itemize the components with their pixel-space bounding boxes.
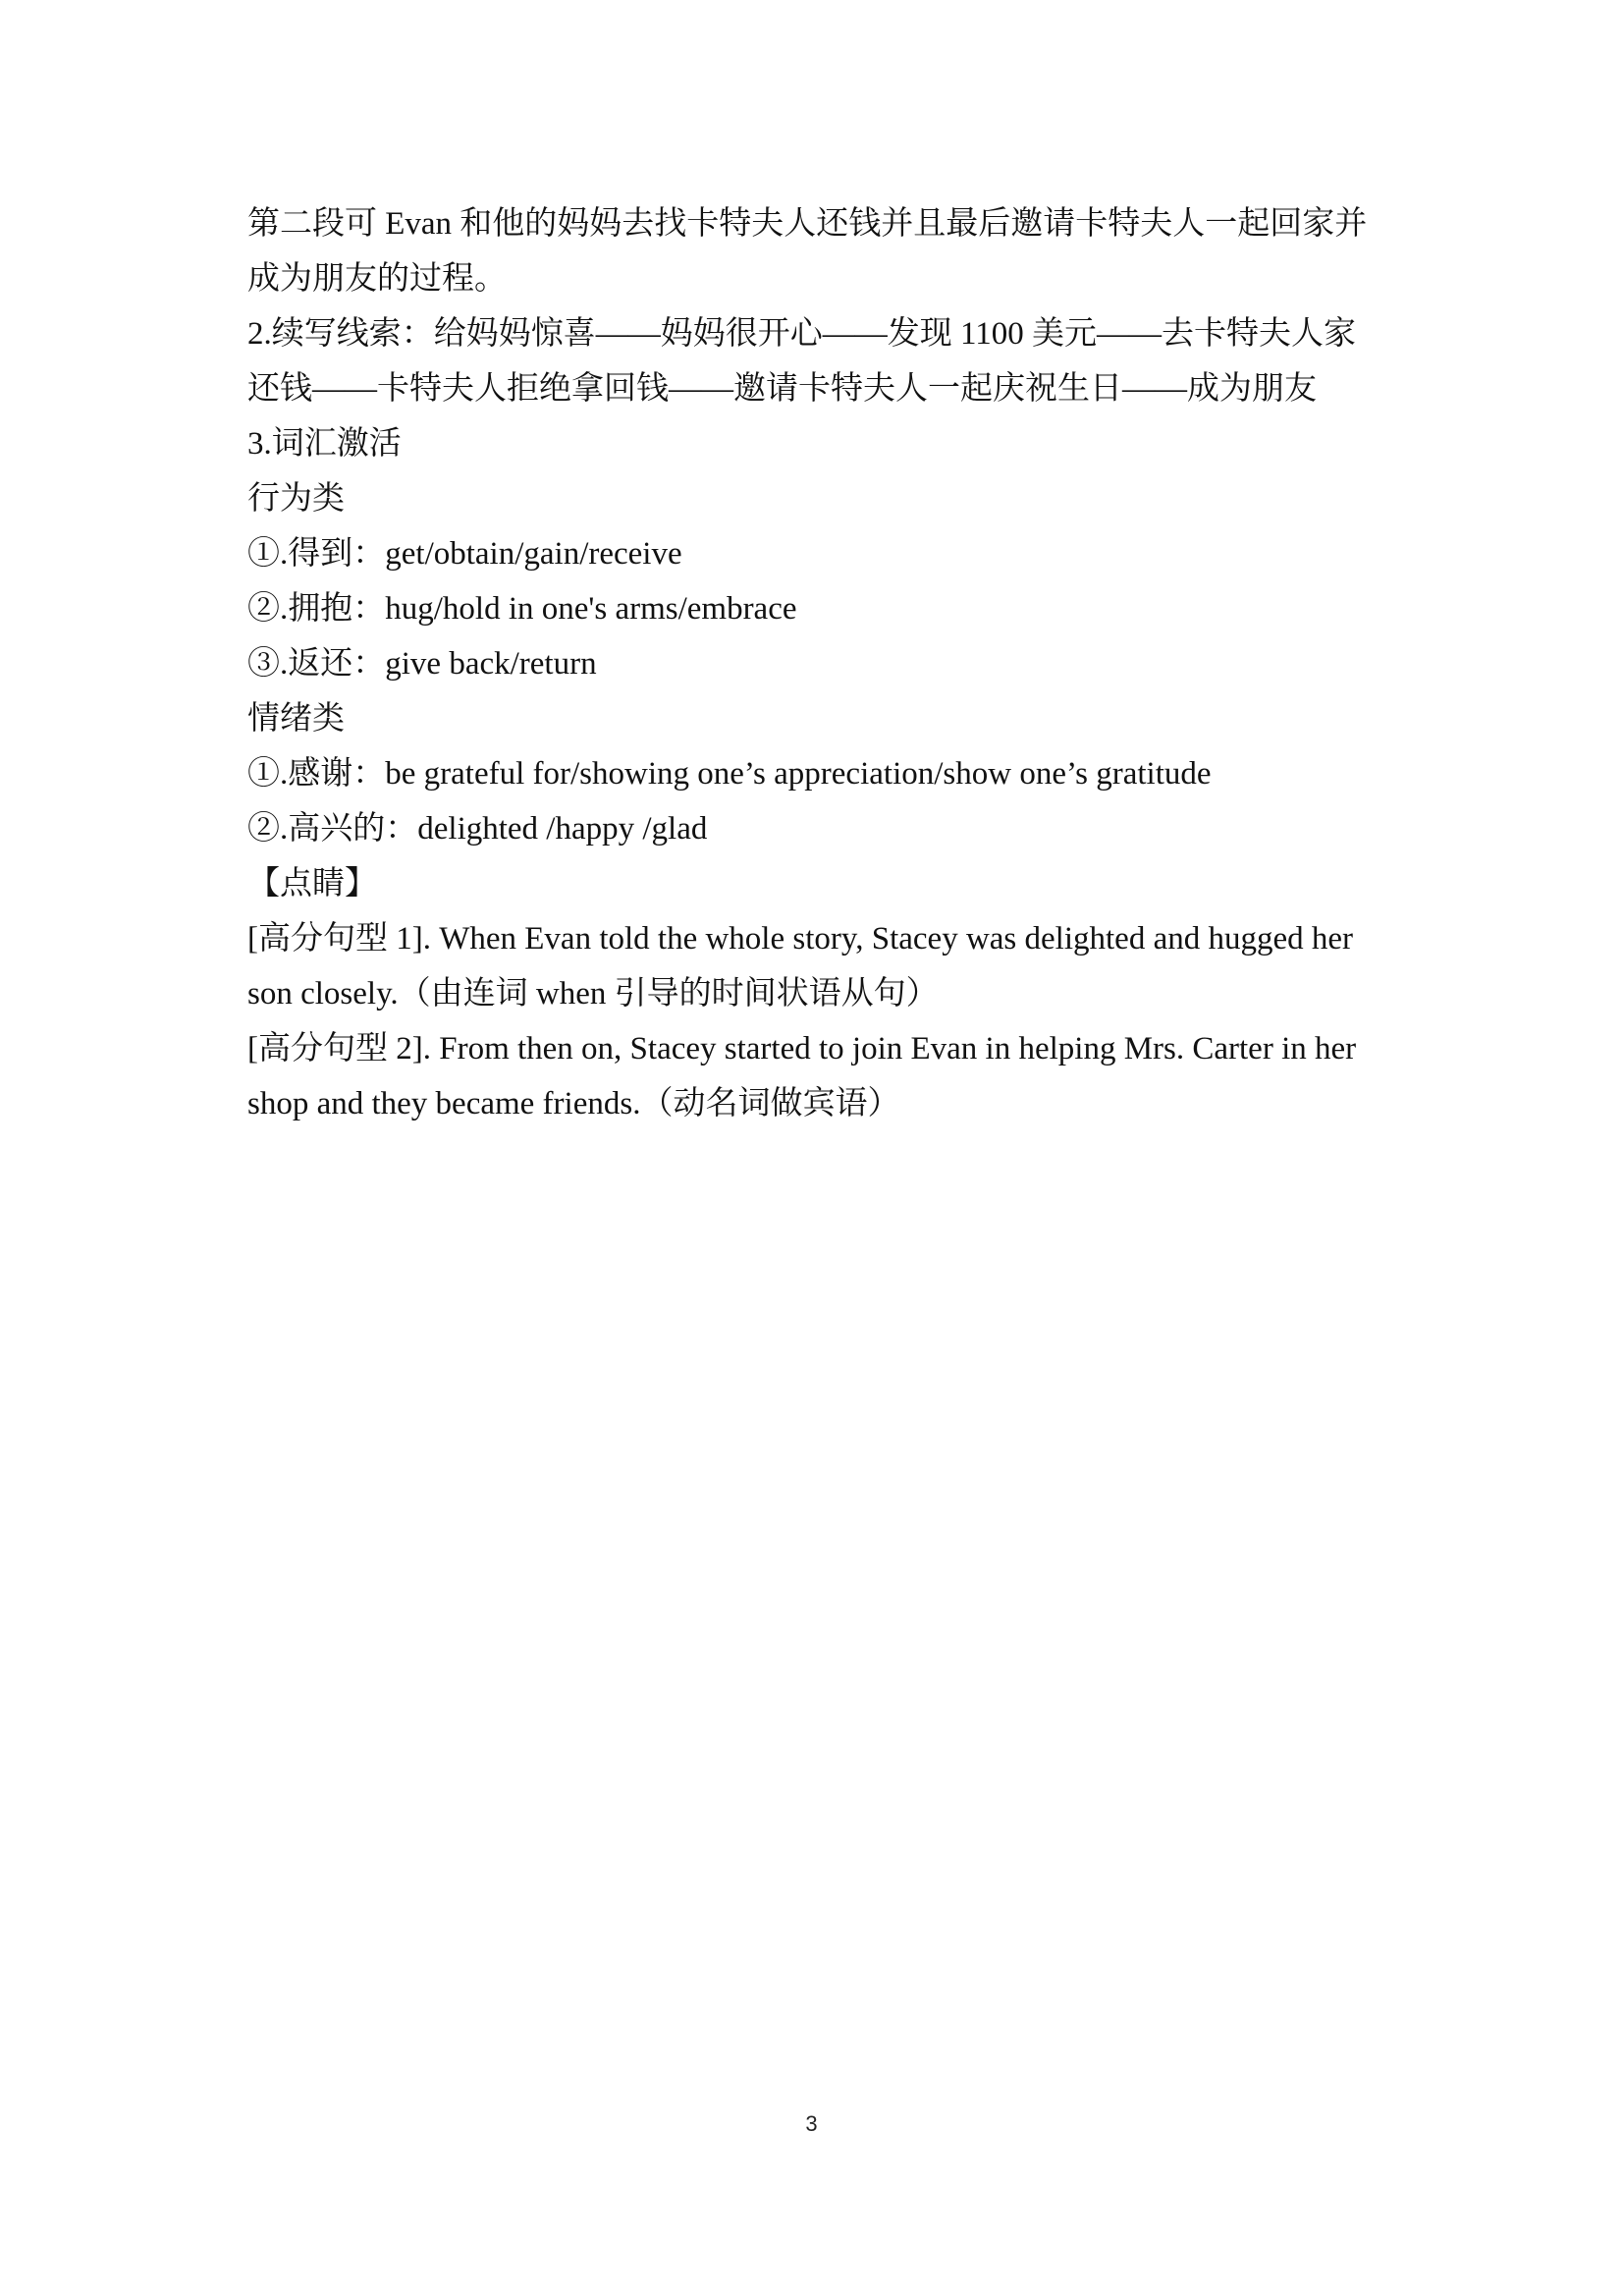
list-item: ②.拥抱：hug/hold in one's arms/embrace <box>247 591 797 627</box>
document-body <box>247 196 1386 1131</box>
page-number: 3 <box>805 2111 818 2136</box>
list-item: ①.感谢：be grateful for/showing one’s appreciation/show one’s gratitude <box>247 756 1212 792</box>
paragraph-text: 成为朋友的过程。 <box>247 261 507 297</box>
sentence-pattern-text: son closely.（由连词 when 引导的时间状语从句） <box>247 976 939 1011</box>
clues-text: 2.续写线索：给妈妈惊喜——妈妈很开心——发现 1100 美元——去卡特夫人家 <box>247 316 1357 352</box>
sentence-pattern-text: [高分句型 2]. From then on, Stacey started to join Evan in helping Mrs. Carter in her <box>247 1031 1357 1066</box>
clues-text: 还钱——卡特夫人拒绝拿回钱——邀请卡特夫人一起庆祝生日——成为朋友 <box>247 371 1317 407</box>
subheading-behavior: 行为类 <box>247 481 345 517</box>
paragraph-text: 第二段可 Evan 和他的妈妈去找卡特夫人还钱并且最后邀请卡特夫人一起回家并 <box>247 206 1368 242</box>
sentence-pattern-text: [高分句型 1]. When Evan told the whole story, Stacey was delighted and hugged her <box>247 921 1353 957</box>
list-item: ②.高兴的：delighted /happy /glad <box>247 811 708 847</box>
list-item: ①.得到：get/obtain/gain/receive <box>247 536 682 572</box>
subheading-emotion: 情绪类 <box>247 701 345 737</box>
list-item: ③.返还：give back/return <box>247 646 597 682</box>
section-heading-vocab: 3.词汇激活 <box>247 426 402 462</box>
sentence-pattern-text: shop and they became friends.（动名词做宾语） <box>247 1086 900 1121</box>
section-heading-highlight: 【点睛】 <box>247 866 377 902</box>
